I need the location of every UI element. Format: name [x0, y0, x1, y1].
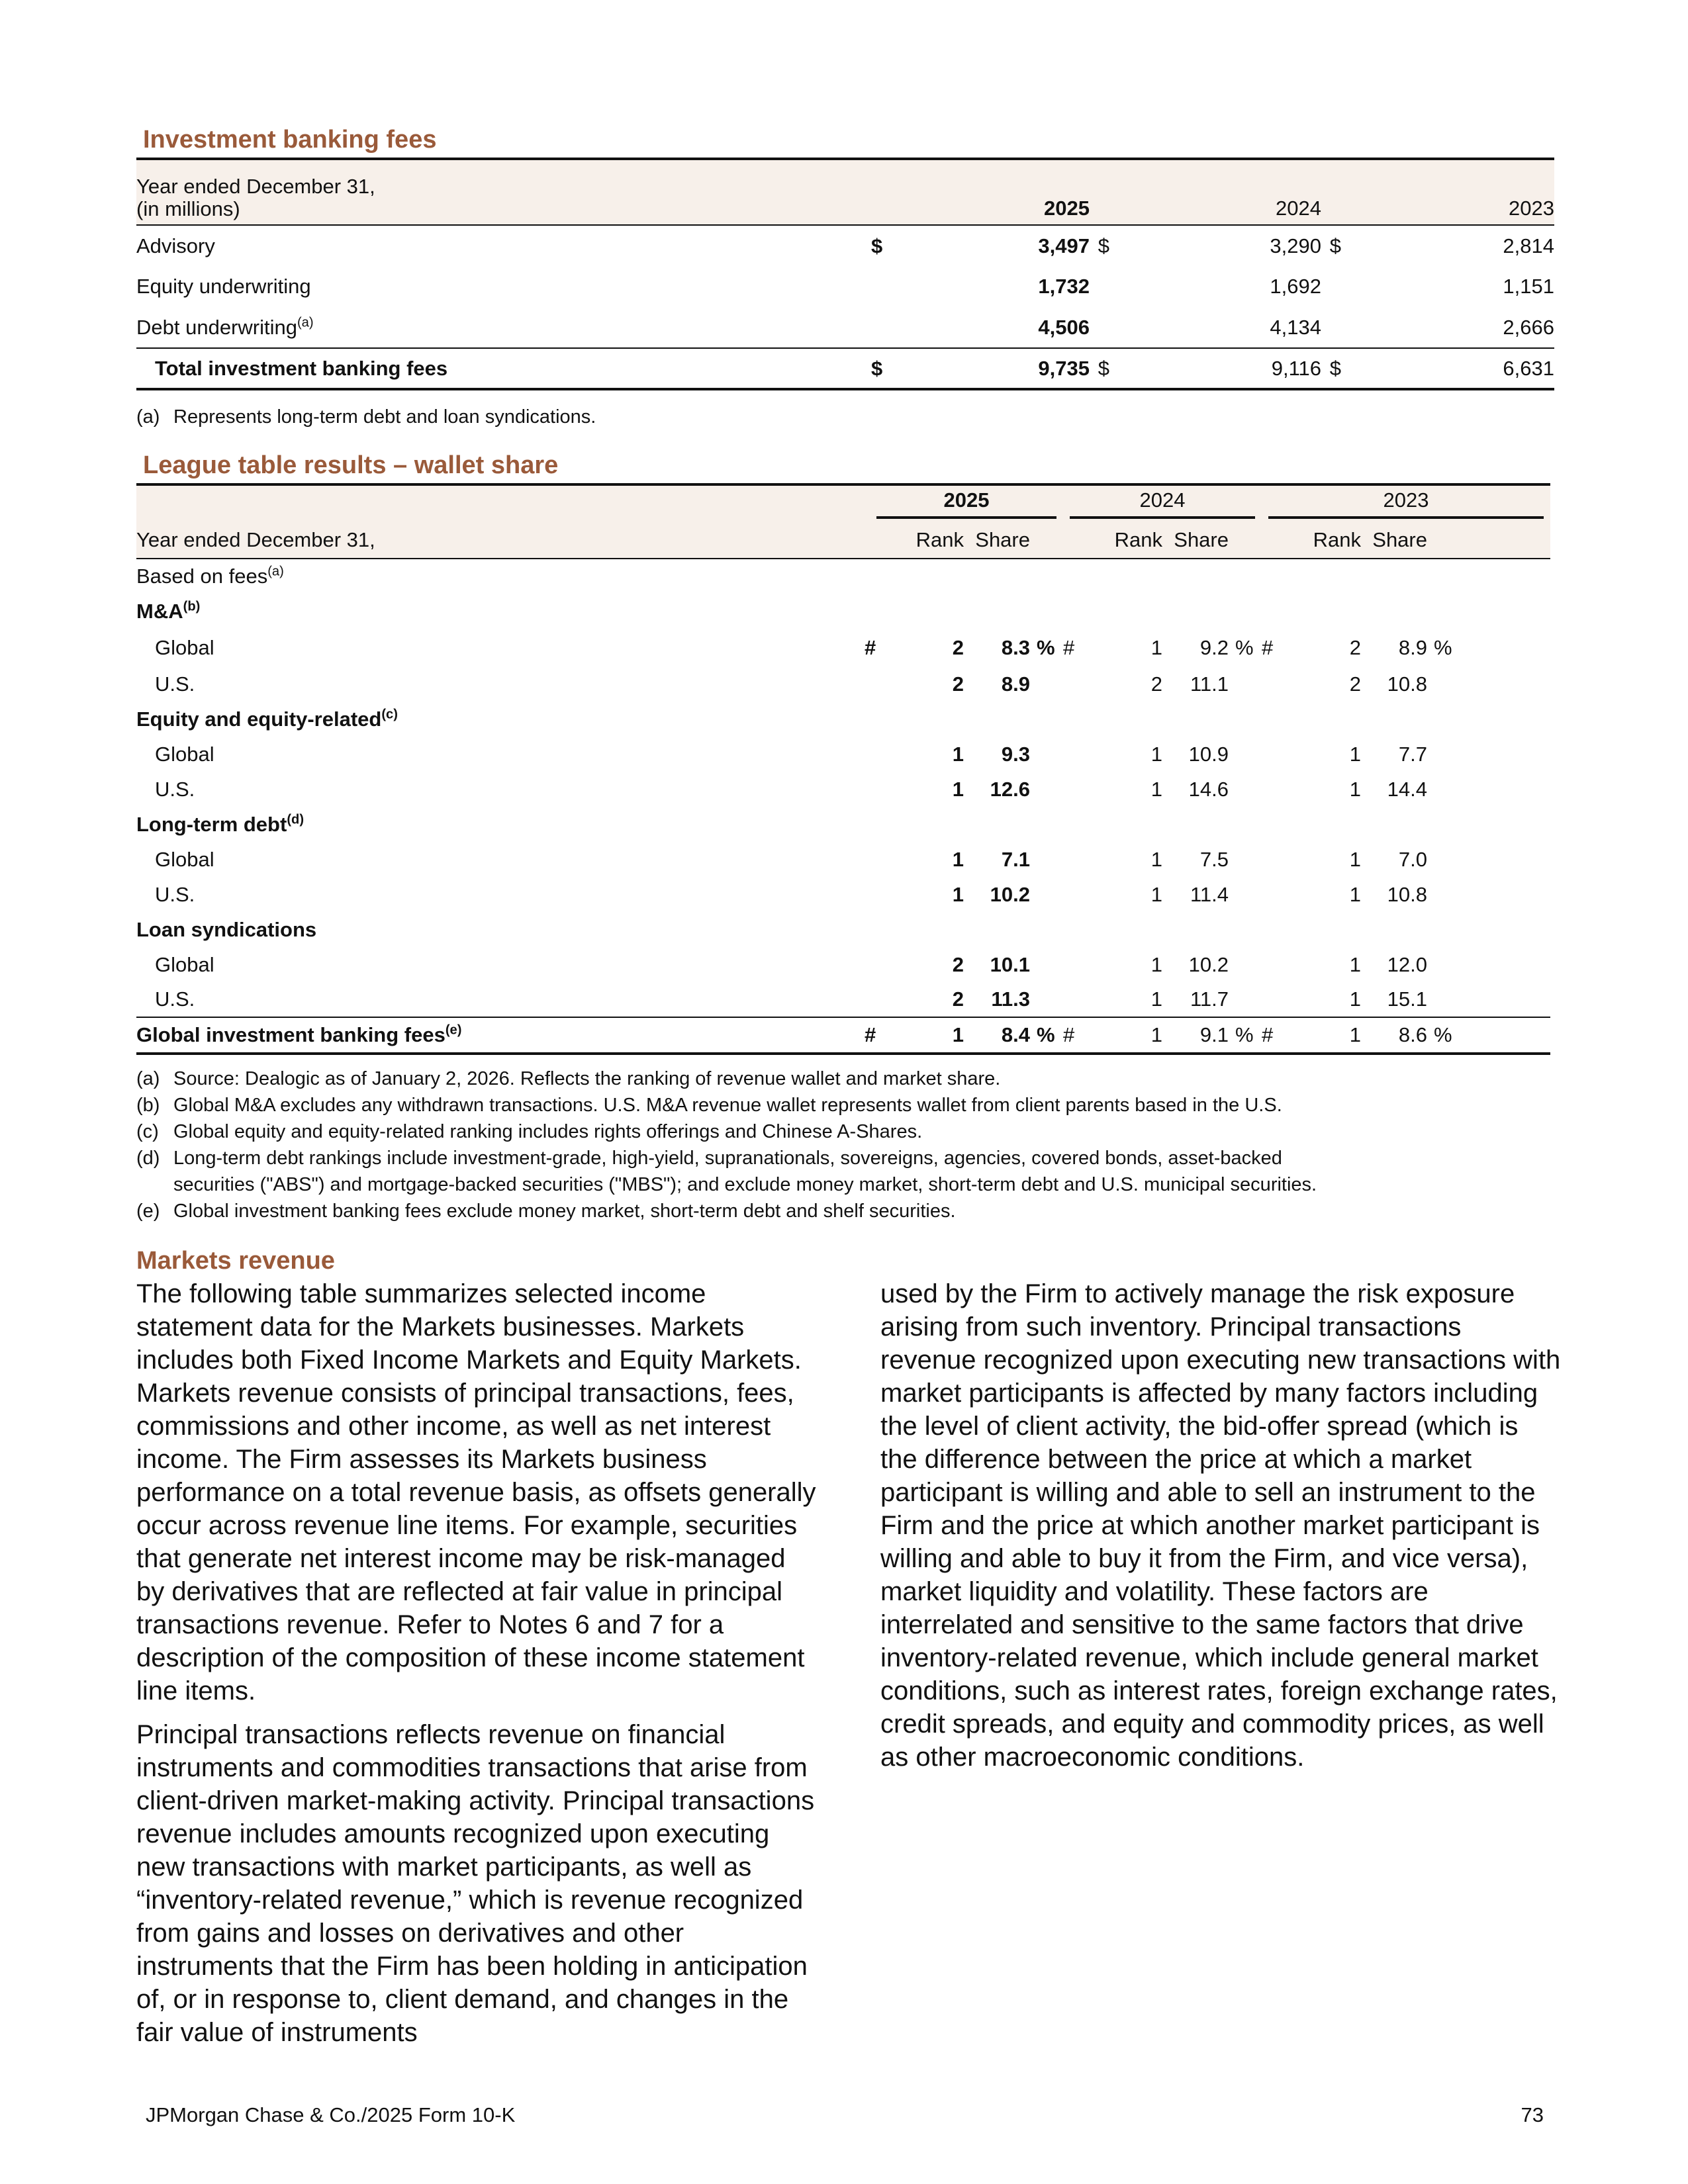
dollar-sign: $ — [1329, 234, 1341, 257]
rank-2024: 1 — [1150, 742, 1162, 766]
pct-sign: % — [1434, 635, 1452, 659]
rank-2024: 1 — [1150, 635, 1162, 659]
footnote-label: (b) — [136, 1095, 160, 1116]
row-label: Global — [155, 742, 214, 766]
row-label: U.S. — [155, 777, 195, 801]
table-row — [136, 307, 1554, 348]
footnote-label: (a) — [136, 1068, 160, 1089]
year-2023: 2023 — [1268, 488, 1544, 519]
share-2023: 12.0 — [1387, 952, 1427, 976]
table-row — [136, 772, 1550, 807]
table-row — [136, 982, 1550, 1017]
share-2024: 9.2 — [1199, 635, 1229, 659]
share-2023: 15.1 — [1387, 987, 1427, 1011]
share-2024: 11.4 — [1190, 882, 1229, 906]
markets-right-column — [880, 1277, 1562, 1784]
group-header-ma — [136, 594, 1550, 629]
value-2024: 4,134 — [1270, 315, 1321, 339]
share-2024: 9.1 — [1199, 1023, 1229, 1046]
footnote-item — [136, 1198, 1317, 1224]
paragraph: Principal transactions reflects revenue on financial instruments and commodities transactions that arise from client-driven market-making activity. Principal transactions revenue includes amounts recognized upon executing new transactions with market participants, as well as “inventory-related revenue,” which is revenue recognized from gains and losses on derivatives and other instruments that the Firm has been holding in anticipation of, or in response to, client demand, and changes in the fair value of instruments — [136, 1720, 815, 2047]
dollar-sign: $ — [1098, 356, 1109, 380]
footnote-item — [136, 1092, 1317, 1118]
rank-2025: 1 — [952, 1023, 964, 1046]
hash-sign: # — [1063, 1023, 1075, 1046]
rank-2023: 2 — [1349, 635, 1361, 659]
share-2025: 12.6 — [990, 777, 1030, 801]
year-2025: 2025 — [876, 488, 1056, 519]
rank-2025: 2 — [952, 635, 964, 659]
total-row — [136, 348, 1554, 389]
col-rank: Rank — [1114, 527, 1162, 551]
share-2024: 10.2 — [1188, 952, 1229, 976]
table-row — [136, 877, 1550, 912]
footnote-text: Source: Dealogic as of January 2, 2026. Reflects the ranking of revenue wallet and market share. — [173, 1068, 1001, 1089]
col-rank: Rank — [1313, 527, 1361, 551]
share-2023: 7.7 — [1398, 742, 1427, 766]
footnote-ref: (b) — [183, 599, 201, 614]
value-2024: 1,692 — [1270, 275, 1321, 298]
value-2023: 1,151 — [1503, 275, 1554, 298]
rank-2024: 1 — [1150, 1023, 1162, 1046]
footnote-item — [136, 1118, 1317, 1145]
row-label: Equity underwriting — [136, 275, 311, 298]
footnote-label: (a) — [136, 406, 160, 428]
value-2025: 1,732 — [1038, 275, 1090, 298]
share-2025: 8.4 — [1001, 1023, 1030, 1046]
ib-fees-header — [136, 159, 1554, 225]
paragraph: used by the Firm to actively manage the risk exposure arising from such inventory. Principal transactions revenue recognized upon executing new transactions with market participants is affected by many factors including the level of client activity, the bid-offer spread (which is the difference between the price at which a market participant is willing and able to sell an instrument to the Firm and the price at which another market participant is willing and able to buy it from the Firm, and vice versa), market liquidity and volatility. These factors are interrelated and sensitive to the same factors that drive inventory-related revenue, which include general market conditions, such as interest rates, foreign exchange rates, credit spreads, and equity and commodity prices, as well as other macroeconomic conditions. — [880, 1279, 1561, 1772]
footnote-ref: (e) — [445, 1023, 462, 1038]
row-label: U.S. — [155, 987, 195, 1011]
rank-2025: 2 — [952, 987, 964, 1011]
share-2025: 8.3 — [1001, 635, 1030, 659]
rank-2025: 1 — [952, 742, 964, 766]
paragraph: The following table summarizes selected income statement data for the Markets businesses. Markets includes both Fixed Income Markets and Equity Markets. Markets revenue consists of principal transactions, fees, commissions and other income, as well as net interest income. The Firm assesses its Markets business performance on a total revenue basis, as offsets generally occur across revenue line items. For example, securities that generate net interest income may be risk-managed by derivatives that are reflected at fair value in principal transactions revenue. Refer to Notes 6 and 7 for a description of the composition of these income statement line items. — [136, 1279, 816, 1706]
rank-2023: 1 — [1349, 952, 1361, 976]
rank-2025: 1 — [952, 777, 964, 801]
group-header-ltd — [136, 807, 1550, 842]
total-2024: 9,116 — [1271, 356, 1321, 380]
col-rank: Rank — [915, 527, 964, 551]
pct-sign: % — [1235, 1023, 1254, 1046]
row-label: Advisory — [136, 234, 215, 257]
ib-fees-title: Investment banking fees — [143, 126, 437, 154]
rank-2023: 1 — [1349, 1023, 1361, 1046]
total-label: Total investment banking fees — [155, 356, 448, 380]
rank-2025: 1 — [952, 847, 964, 871]
col-share: Share — [975, 527, 1030, 551]
share-2025: 7.1 — [1001, 847, 1030, 871]
value-2025: 3,497 — [1038, 234, 1090, 257]
group-header-loan — [136, 912, 1550, 947]
total-label: Global investment banking fees — [136, 1023, 445, 1046]
footnote-label: (e) — [136, 1201, 160, 1222]
group-label: Equity and equity-related — [136, 707, 382, 731]
share-2024: 11.7 — [1190, 987, 1229, 1011]
footnote-ref: (a) — [297, 315, 314, 330]
footnote-text: Represents long-term debt and loan syndications. — [173, 406, 596, 428]
value-2023: 2,814 — [1503, 234, 1554, 257]
league-table — [136, 483, 1550, 1055]
rank-2025: 1 — [952, 882, 964, 906]
hash-sign: # — [1262, 1023, 1274, 1046]
rank-2024: 1 — [1150, 847, 1162, 871]
rank-2024: 2 — [1150, 672, 1162, 696]
rank-2023: 1 — [1349, 847, 1361, 871]
share-2024: 14.6 — [1188, 777, 1229, 801]
footer-left: JPMorgan Chase & Co./2025 Form 10-K — [146, 2103, 516, 2126]
row-label: U.S. — [155, 882, 195, 906]
total-2023: 6,631 — [1503, 356, 1554, 380]
footnote-ref: (c) — [381, 707, 398, 722]
year-2024: 2024 — [1070, 488, 1255, 519]
share-2024: 7.5 — [1199, 847, 1229, 871]
footnote-item — [136, 1145, 1317, 1171]
table-row — [136, 666, 1550, 702]
share-2025: 11.3 — [991, 987, 1030, 1011]
total-2025: 9,735 — [1038, 356, 1090, 380]
rank-2023: 1 — [1349, 742, 1361, 766]
markets-title: Markets revenue — [136, 1247, 335, 1275]
group-label: Loan syndications — [136, 917, 317, 941]
based-on-label: Based on fees — [136, 565, 268, 588]
header-line2: (in millions) — [136, 197, 240, 220]
footnote-ref: (d) — [287, 812, 305, 827]
hash-sign: # — [865, 1023, 876, 1046]
col-share: Share — [1372, 527, 1427, 551]
footnote-continuation: securities ("ABS") and mortgage-backed securities ("MBS"); and exclude money market, short-term debt and U.S. municipal securities. — [173, 1174, 1317, 1195]
footnote-text: Long-term debt rankings include investment-grade, high-yield, supranationals, sovereigns, agencies, covered bonds, asset-backed — [173, 1148, 1282, 1169]
rank-2025: 2 — [952, 952, 964, 976]
share-2024: 10.9 — [1188, 742, 1229, 766]
footnote-text: Global investment banking fees exclude money market, short-term debt and shelf securities. — [173, 1201, 956, 1222]
league-footnotes — [136, 1066, 1317, 1224]
league-title: League table results – wallet share — [143, 451, 559, 479]
share-2023: 7.0 — [1398, 847, 1427, 871]
rank-2025: 2 — [952, 672, 964, 696]
row-label: U.S. — [155, 672, 195, 696]
share-2023: 8.6 — [1398, 1023, 1427, 1046]
hash-sign: # — [865, 635, 876, 659]
value-2025: 4,506 — [1038, 315, 1090, 339]
total-row — [136, 1017, 1550, 1054]
share-2023: 8.9 — [1398, 635, 1427, 659]
rank-2024: 1 — [1150, 882, 1162, 906]
share-2025: 10.2 — [990, 882, 1030, 906]
rank-2024: 1 — [1150, 777, 1162, 801]
share-2025: 8.9 — [1001, 672, 1030, 696]
footnote-item — [136, 1066, 1317, 1092]
rank-2023: 1 — [1349, 777, 1361, 801]
value-2024: 3,290 — [1270, 234, 1321, 257]
table-row — [136, 629, 1550, 666]
pct-sign: % — [1434, 1023, 1452, 1046]
table-row — [136, 225, 1554, 266]
pct-sign: % — [1037, 1023, 1055, 1046]
share-2023: 14.4 — [1387, 777, 1427, 801]
footnote-text: Global equity and equity-related ranking includes rights offerings and Chinese A-Shares. — [173, 1121, 923, 1142]
group-header-equity — [136, 702, 1550, 737]
table-row — [136, 947, 1550, 982]
dollar-sign: $ — [871, 356, 883, 380]
based-on-row — [136, 559, 1550, 594]
share-2024: 11.1 — [1190, 672, 1229, 696]
header-line1: Year ended December 31, — [136, 175, 375, 198]
table-row — [136, 737, 1550, 772]
footnote-text: Global M&A excludes any withdrawn transactions. U.S. M&A revenue wallet represents wallet from client parents based in the U.S. — [173, 1095, 1282, 1116]
markets-left-column — [136, 1277, 818, 2060]
row-label: Debt underwriting — [136, 315, 297, 339]
ib-fees-table — [136, 158, 1554, 390]
share-2025: 10.1 — [990, 952, 1030, 976]
year-2025: 2025 — [1044, 197, 1090, 220]
dollar-sign: $ — [1329, 356, 1341, 380]
table-row — [136, 266, 1554, 307]
footnote-label: (c) — [136, 1121, 159, 1142]
group-label: M&A — [136, 599, 183, 623]
dollar-sign: $ — [1098, 234, 1109, 257]
footnote-ref: (a) — [267, 564, 284, 579]
row-label: Global — [155, 635, 214, 659]
table-row — [136, 842, 1550, 877]
year-2023: 2023 — [1509, 197, 1554, 220]
dollar-sign: $ — [871, 234, 883, 257]
rank-2023: 2 — [1349, 672, 1361, 696]
rank-2023: 1 — [1349, 987, 1361, 1011]
header-label: Year ended December 31, — [136, 527, 375, 551]
col-share: Share — [1174, 527, 1229, 551]
share-2023: 10.8 — [1387, 882, 1427, 906]
share-2023: 10.8 — [1387, 672, 1427, 696]
rank-2023: 1 — [1349, 882, 1361, 906]
year-2024: 2024 — [1276, 197, 1321, 220]
rank-2024: 1 — [1150, 952, 1162, 976]
share-2025: 9.3 — [1001, 742, 1030, 766]
league-col-header — [136, 522, 1550, 559]
pct-sign: % — [1037, 635, 1055, 659]
row-label: Global — [155, 952, 214, 976]
hash-sign: # — [1063, 635, 1075, 659]
group-label: Long-term debt — [136, 812, 287, 836]
pct-sign: % — [1235, 635, 1254, 659]
value-2023: 2,666 — [1503, 315, 1554, 339]
rank-2024: 1 — [1150, 987, 1162, 1011]
row-label: Global — [155, 847, 214, 871]
league-year-header — [136, 484, 1550, 522]
footnote-label: (d) — [136, 1148, 160, 1169]
ib-footnote — [136, 404, 596, 430]
page-number: 73 — [1521, 2103, 1544, 2126]
hash-sign: # — [1262, 635, 1274, 659]
